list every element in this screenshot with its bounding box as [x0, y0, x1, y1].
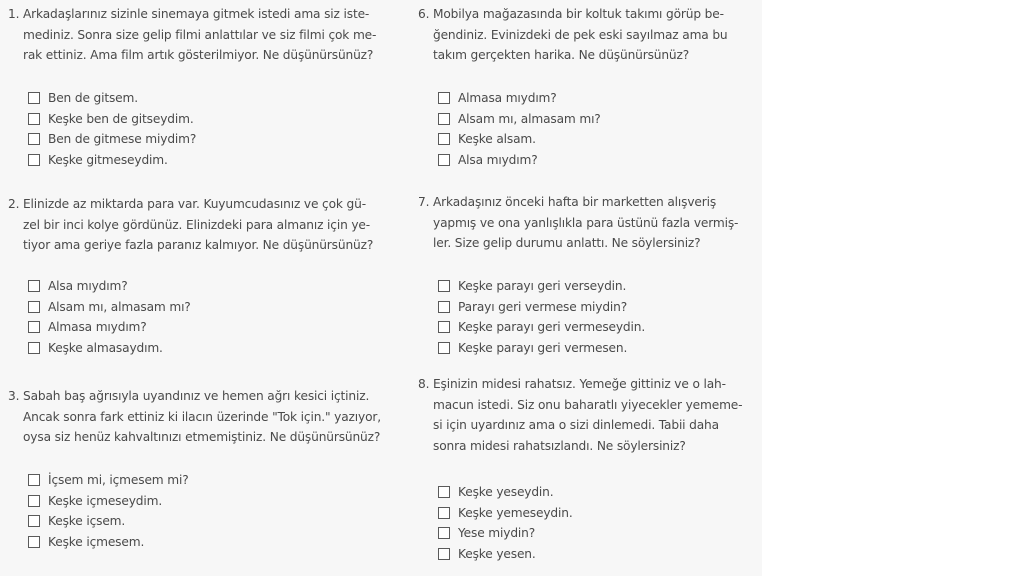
- checkbox-icon[interactable]: [438, 301, 450, 313]
- option-label: Keşke içmeseydim.: [48, 493, 163, 508]
- question-number: 3.: [8, 389, 20, 403]
- question-body: [23, 386, 384, 448]
- question-line: Ancak sonra fark ettiniz ki ilacın üzerinde "Tok için." yazıyor,: [23, 409, 381, 424]
- checkbox-icon[interactable]: [438, 507, 450, 519]
- question-number: 7.: [418, 195, 430, 209]
- question-1-text: [8, 4, 384, 66]
- option-label: Keşke almasaydım.: [48, 340, 163, 355]
- option-7c[interactable]: [438, 317, 645, 337]
- checkbox-icon[interactable]: [28, 321, 40, 333]
- option-2d[interactable]: [28, 338, 163, 358]
- question-7-text: [418, 192, 762, 254]
- checkbox-icon[interactable]: [28, 301, 40, 313]
- option-label: Keşke yemeseydin.: [458, 505, 573, 520]
- option-8a[interactable]: [438, 482, 553, 502]
- option-label: Keşke içmesem.: [48, 534, 145, 549]
- option-label: Keşke gitmeseydim.: [48, 152, 168, 167]
- checkbox-icon[interactable]: [438, 321, 450, 333]
- question-line: Eşinizin midesi rahatsız. Yemeğe gittiniz ve o lah-: [433, 377, 726, 391]
- question-2: [8, 194, 384, 355]
- question-line: mediniz. Sonra size gelip filmi anlattılar ve siz filmi çok me-: [23, 27, 377, 42]
- question-line: ler. Size gelip durumu anlattı. Ne söylersiniz?: [433, 236, 701, 250]
- option-7d[interactable]: [438, 338, 627, 358]
- option-7b[interactable]: [438, 297, 627, 317]
- option-label: Keşke yeseydin.: [458, 485, 554, 499]
- question-line: Arkadaşınız önceki hafta bir marketten alışveriş: [433, 195, 717, 209]
- question-line: Mobilya mağazasında bir koltuk takımı görüp be-: [433, 7, 724, 21]
- question-6-text: [418, 4, 762, 66]
- option-1b[interactable]: [28, 109, 194, 129]
- option-label: İçsem mi, içmesem mi?: [48, 473, 189, 487]
- question-body: [433, 4, 762, 66]
- question-body: [433, 192, 762, 254]
- question-number: 2.: [8, 197, 20, 211]
- question-number: 6.: [418, 7, 430, 21]
- checkbox-icon[interactable]: [28, 154, 40, 166]
- option-2a[interactable]: [28, 276, 128, 296]
- checkbox-icon[interactable]: [438, 154, 450, 166]
- question-line: yapmış ve ona yanlışlıkla para üstünü fazla vermiş-: [433, 215, 739, 230]
- question-line: sonra midesi rahatsızlandı. Ne söylersiniz?: [433, 438, 686, 453]
- option-2b[interactable]: [28, 297, 191, 317]
- option-3c[interactable]: [28, 511, 125, 531]
- question-3-text: [8, 386, 384, 448]
- question-body: [433, 374, 762, 456]
- question-line: ğendiniz. Evinizdeki de pek eski sayılmaz ama bu: [433, 27, 728, 42]
- option-label: Keşke ben de gitseydim.: [48, 111, 194, 126]
- question-line: macun istedi. Siz onu baharatlı yiyecekler yememe-: [433, 397, 743, 412]
- question-number: 8.: [418, 377, 430, 391]
- option-label: Parayı geri vermese miydin?: [458, 299, 628, 314]
- option-8d[interactable]: [438, 544, 536, 564]
- option-3a[interactable]: [28, 470, 189, 490]
- question-line: takım gerçekten harika. Ne düşünürsünüz?: [433, 48, 690, 62]
- checkbox-icon[interactable]: [28, 474, 40, 486]
- question-7: [418, 192, 762, 355]
- checkbox-icon[interactable]: [28, 515, 40, 527]
- question-body: [23, 194, 384, 256]
- checkbox-icon[interactable]: [438, 527, 450, 539]
- question-body: [23, 4, 384, 66]
- checkbox-icon[interactable]: [28, 280, 40, 292]
- option-label: Keşke parayı geri vermeseydin.: [458, 320, 646, 334]
- option-6b[interactable]: [438, 109, 601, 129]
- checkbox-icon[interactable]: [438, 113, 450, 125]
- question-line: Arkadaşlarınız sizinle sinemaya gitmek istedi ama siz iste-: [23, 7, 370, 21]
- question-1: [8, 4, 384, 167]
- option-label: Alsam mı, almasam mı?: [458, 111, 601, 126]
- option-label: Alsa mıydım?: [48, 279, 128, 293]
- question-8: [418, 374, 762, 561]
- question-number: 1.: [8, 7, 20, 21]
- question-line: Sabah baş ağrısıyla uyandınız ve hemen ağrı kesici içtiniz.: [23, 389, 370, 403]
- checkbox-icon[interactable]: [28, 342, 40, 354]
- option-6d[interactable]: [438, 150, 538, 170]
- question-line: zel bir inci kolye gördünüz. Elinizdeki para almanız için ye-: [23, 217, 371, 232]
- checkbox-icon[interactable]: [28, 133, 40, 145]
- option-label: Yese miydin?: [458, 526, 536, 540]
- checkbox-icon[interactable]: [438, 133, 450, 145]
- checkbox-icon[interactable]: [438, 486, 450, 498]
- option-1d[interactable]: [28, 150, 168, 170]
- checkbox-icon[interactable]: [28, 113, 40, 125]
- option-label: Almasa mıydım?: [48, 320, 147, 334]
- question-6: [418, 4, 762, 167]
- question-2-text: [8, 194, 384, 256]
- checkbox-icon[interactable]: [28, 536, 40, 548]
- option-3b[interactable]: [28, 491, 162, 511]
- checkbox-icon[interactable]: [438, 92, 450, 104]
- question-line: Elinizde az miktarda para var. Kuyumcudasınız ve çok gü-: [23, 197, 366, 211]
- option-label: Keşke içsem.: [48, 514, 126, 528]
- option-label: Keşke alsam.: [458, 132, 536, 146]
- question-line: oysa siz henüz kahvaltınızı etmemiştiniz. Ne düşünürsünüz?: [23, 430, 381, 444]
- question-line: rak ettiniz. Ama film artık gösterilmiyor. Ne düşünürsünüz?: [23, 48, 374, 62]
- option-6c[interactable]: [438, 129, 536, 149]
- option-label: Keşke parayı geri verseydin.: [458, 279, 627, 293]
- option-3d[interactable]: [28, 532, 144, 552]
- option-label: Keşke parayı geri vermesen.: [458, 340, 628, 355]
- question-line: si için uyardınız ama o sizi dinlemedi. Tabii daha: [433, 418, 719, 432]
- option-label: Almasa mıydım?: [458, 91, 557, 105]
- option-2c[interactable]: [28, 317, 147, 337]
- checkbox-icon[interactable]: [28, 92, 40, 104]
- question-8-text: [418, 374, 762, 456]
- option-label: Alsam mı, almasam mı?: [48, 299, 191, 314]
- checkbox-icon[interactable]: [438, 548, 450, 560]
- option-1a[interactable]: [28, 88, 138, 108]
- option-8b[interactable]: [438, 503, 573, 523]
- option-label: Ben de gitmese miydim?: [48, 132, 197, 146]
- question-3: [8, 386, 384, 549]
- checkbox-icon[interactable]: [28, 495, 40, 507]
- option-8c[interactable]: [438, 523, 535, 543]
- question-line: tiyor ama geriye fazla paranız kalmıyor. Ne düşünürsünüz?: [23, 238, 374, 252]
- option-label: Ben de gitsem.: [48, 91, 138, 105]
- checkbox-icon[interactable]: [438, 342, 450, 354]
- option-7a[interactable]: [438, 276, 626, 296]
- option-1c[interactable]: [28, 129, 196, 149]
- option-label: Keşke yesen.: [458, 546, 536, 561]
- option-label: Alsa mıydım?: [458, 152, 538, 167]
- option-6a[interactable]: [438, 88, 557, 108]
- checkbox-icon[interactable]: [438, 280, 450, 292]
